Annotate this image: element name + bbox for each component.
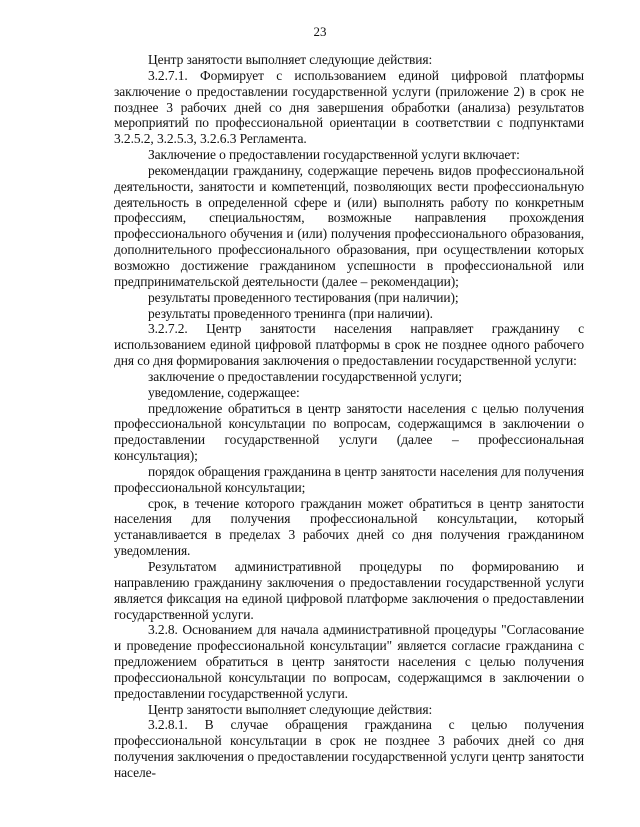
document-body (114, 52, 584, 781)
paragraph: рекомендации гражданину, содержащие перечень видов профессиональной деятельности, занятости и компетенций, позволяющих вести профессиональную деятельность в определенной сфере и (или) выполнять работу по конкретным профессиям, специальностям, возможные направления прохождения профессионального обучения и (или) получения профессионального образования, дополнительного профессионального образования, при осуществлении которых возможно достижение гражданином успешности в профессиональной или предпринимательской деятельности (далее – рекомендации); (114, 162, 584, 289)
paragraph: порядок обращения гражданина в центр занятости населения для получения профессиональной консультации; (114, 463, 584, 495)
paragraph: уведомление, содержащее: (148, 384, 300, 400)
paragraph: 3.2.7.1. Формирует с использованием единой цифровой платформы заключение о предоставлении государственной услуги (приложение 2) в срок не позднее 3 рабочих дней со дня завершения обработки (анализа) результатов мероприятий по профессиональной ориентации в соответствии с подпунктами 3.2.5.2, 3.2.5.3, 3.2.6.3 Регламента. (114, 67, 584, 147)
paragraph: срок, в течение которого гражданин может обратиться в центр занятости населения для получения профессиональной консультации, который устанавливается в пределах 3 рабочих дней со дня получения гражданином уведомления. (114, 495, 584, 559)
paragraph: Центр занятости выполняет следующие действия: (148, 701, 433, 717)
paragraph: 3.2.8.1. В случае обращения гражданина с целью получения профессиональной консультации в срок не позднее 3 рабочих дней со дня получения заключения о предоставлении государственной услуги центр занятости населе- (114, 717, 584, 780)
paragraph: Центр занятости выполняет следующие действия: (148, 52, 433, 67)
paragraph: 3.2.8. Основанием для начала административной процедуры "Согласование и проведение профессиональной консультации" является согласие гражданина с предложением обратиться в центр занятости населения с целью получения профессиональной консультации по вопросам, содержащимся в заключении о предоставлении государственной услуги. (114, 622, 584, 701)
paragraph: 3.2.7.2. Центр занятости населения направляет гражданину с использованием единой цифровой платформы в срок не позднее одного рабочего дня со дня формирования заключения о предоставлении государственной услуги: (114, 321, 584, 369)
paragraph: Результатом административной процедуры по формированию и направлению гражданину заключения о предоставлении государственной услуги является фиксация на единой цифровой платформе заключения о предоставлении государственной услуги. (114, 559, 584, 622)
page-number: 23 (313, 24, 327, 39)
paragraph: заключение о предоставлении государственной услуги; (148, 368, 462, 384)
paragraph: предложение обратиться в центр занятости населения с целью получения профессиональной консультации по вопросам, содержащимся в заключении о предоставлении государственной услуги (далее – профессиональная консультация); (114, 400, 584, 464)
paragraph: результаты проведенного тестирования (при наличии); (148, 289, 459, 305)
paragraph: Заключение о предоставлении государственной услуги включает: (148, 147, 520, 163)
paragraph: результаты проведенного тренинга (при наличии). (148, 305, 433, 321)
